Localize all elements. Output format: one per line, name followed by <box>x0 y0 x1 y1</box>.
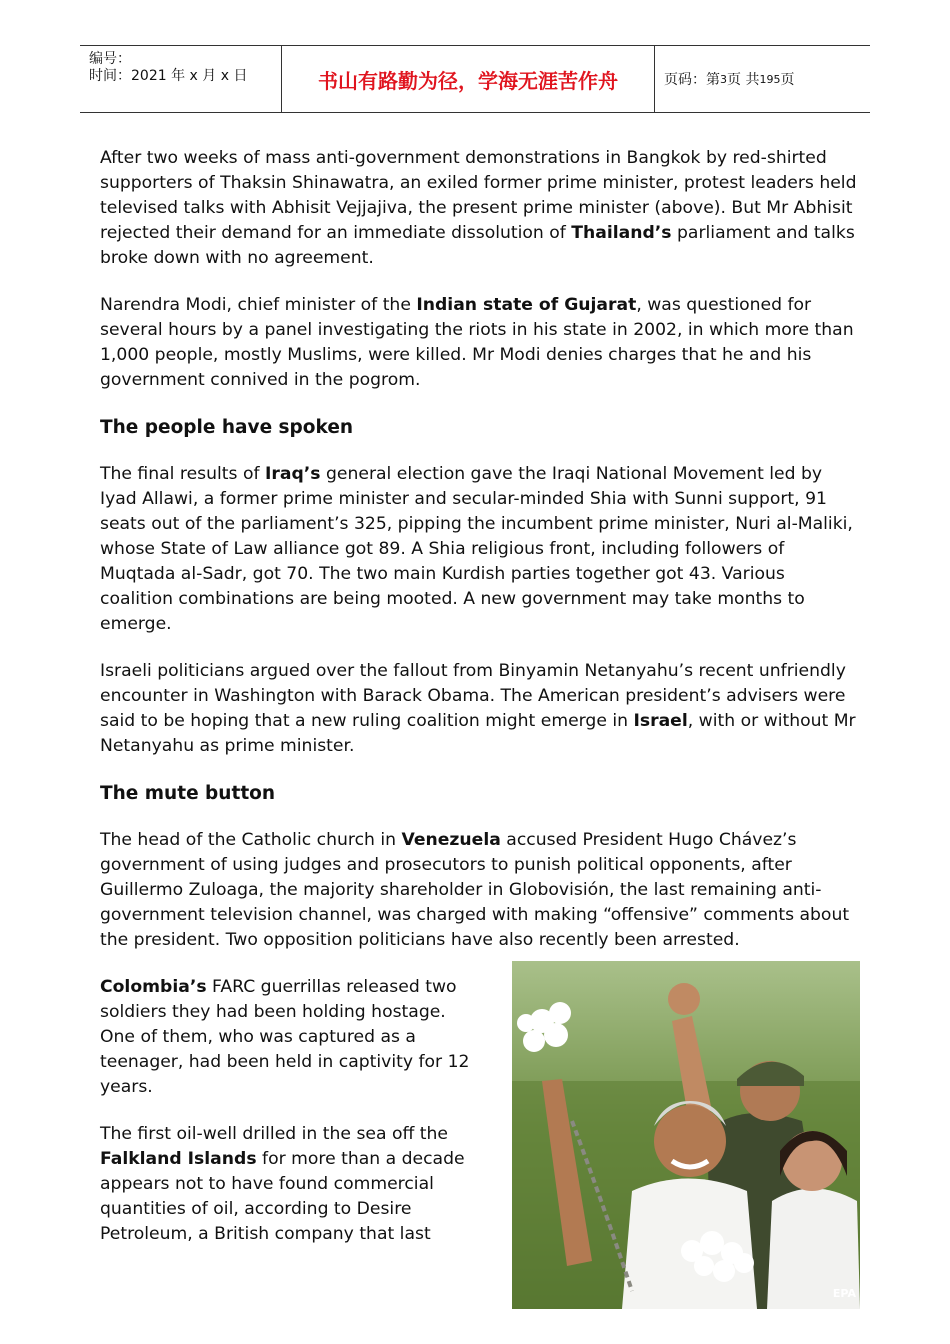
time-rest: 年 x 月 x 日 <box>166 68 248 84</box>
p5-bold: Venezuela <box>401 830 501 850</box>
p1-text-b: parliament and talks broke down with no agreement. <box>100 223 855 268</box>
page-label: 页码：第 <box>664 72 720 88</box>
p7-text-a: The first oil-well drilled in the sea off the <box>100 1124 448 1144</box>
heading-people-have-spoken: The people have spoken <box>100 417 354 438</box>
article-body <box>100 146 860 1325</box>
p3-bold: Iraq’s <box>265 464 321 484</box>
time-line <box>89 68 281 85</box>
paragraph-gujarat <box>100 293 860 393</box>
p6-text-b: FARC guerrillas released two soldiers they had been holding hostage. One of them, who was captured as a teenager, had been held in captivity for 12 years. <box>100 977 470 1097</box>
number-label: 编号： <box>89 51 131 67</box>
page-mid: 页 共 <box>727 72 760 88</box>
p2-text-a: Narendra Modi, chief minister of the <box>100 295 417 315</box>
p5-text-a: The head of the Catholic church in <box>100 830 402 850</box>
paragraph-thailand <box>100 146 860 271</box>
p2-bold: Indian state of Gujarat <box>416 295 637 315</box>
p7-bold: Falkland Islands <box>100 1149 257 1169</box>
photo-side-text <box>100 975 485 1269</box>
p3-text-b: general election gave the Iraqi National Movement led by Iyad Allawi, a former prime minister and secular-minded Shia with Sunni support, 91 seats out of the parliament’s 325, pipping the incumbent prime minister, Nuri al-Maliki, whose State of Law alliance got 89. A Shia religious front, including followers of Muqtada al-Sadr, got 70. The two main Kurdish parties together got 43. Various coalition combinations are being mooted. A new government may take months to emerge. <box>100 464 853 634</box>
heading-mute-button: The mute button <box>100 783 276 804</box>
p1-text-a: After two weeks of mass anti-government demonstrations in Bangkok by red-shirted supporters of Thaksin Shinawatra, an exiled former prime minister, protest leaders held televised talks with Abhisit Vejjajiva, the present prime minister (above). But Mr Abhisit rejected their demand for an immediate dissolution of <box>100 148 857 243</box>
page-total: 195 <box>759 72 781 86</box>
p6-bold: Colombia’s <box>100 977 207 997</box>
paragraph-falklands <box>100 1122 485 1247</box>
page-current: 3 <box>720 72 727 86</box>
paragraph-israel <box>100 659 860 759</box>
p4-bold: Israel <box>633 711 688 731</box>
news-photo <box>512 961 860 1309</box>
header-meta <box>80 46 281 112</box>
p1-bold: Thailand’s <box>571 223 672 243</box>
p4-text-b: , with or without Mr Netanyahu as prime minister. <box>100 711 856 756</box>
p5-text-b: accused President Hugo Chávez’s government of using judges and prosecutors to punish political opponents, after Guillermo Zuloaga, the majority shareholder in Globovisión, the last remaining anti-government television channel, was charged with making “offensive” comments about the president. Two opposition politicians have also recently been arrested. <box>100 830 850 950</box>
photo-illustration <box>512 961 860 1309</box>
p4-text-a: Israeli politicians argued over the fallout from Binyamin Netanyahu’s recent unfriendly encounter in Washington with Barack Obama. The American president’s advisers were said to be hoping that a new ruling coalition might emerge in <box>100 661 846 731</box>
paragraph-venezuela <box>100 828 860 953</box>
page-end: 页 <box>780 72 795 88</box>
p2-text-b: , was questioned for several hours by a panel investigating the riots in his state in 2002, in which more than 1,000 people, mostly Muslims, were killed. Mr Modi denies charges that he and his government connived in the pogrom. <box>100 295 854 390</box>
paragraph-colombia <box>100 975 485 1100</box>
page-counter <box>655 46 870 112</box>
time-year: 2021 <box>131 68 167 84</box>
paragraph-iraq <box>100 462 860 637</box>
p7-text-b: for more than a decade appears not to have found commercial quantities of oil, according to Desire Petroleum, a British company that last <box>100 1149 465 1244</box>
time-label: 时间： <box>89 68 131 84</box>
photo-section <box>100 975 860 1325</box>
p3-text-a: The final results of <box>100 464 265 484</box>
page-header <box>80 45 870 113</box>
header-motto: 书山有路勤为径，学海无涯苦作舟 <box>281 46 655 112</box>
photo-credit: EPA <box>832 1287 856 1300</box>
